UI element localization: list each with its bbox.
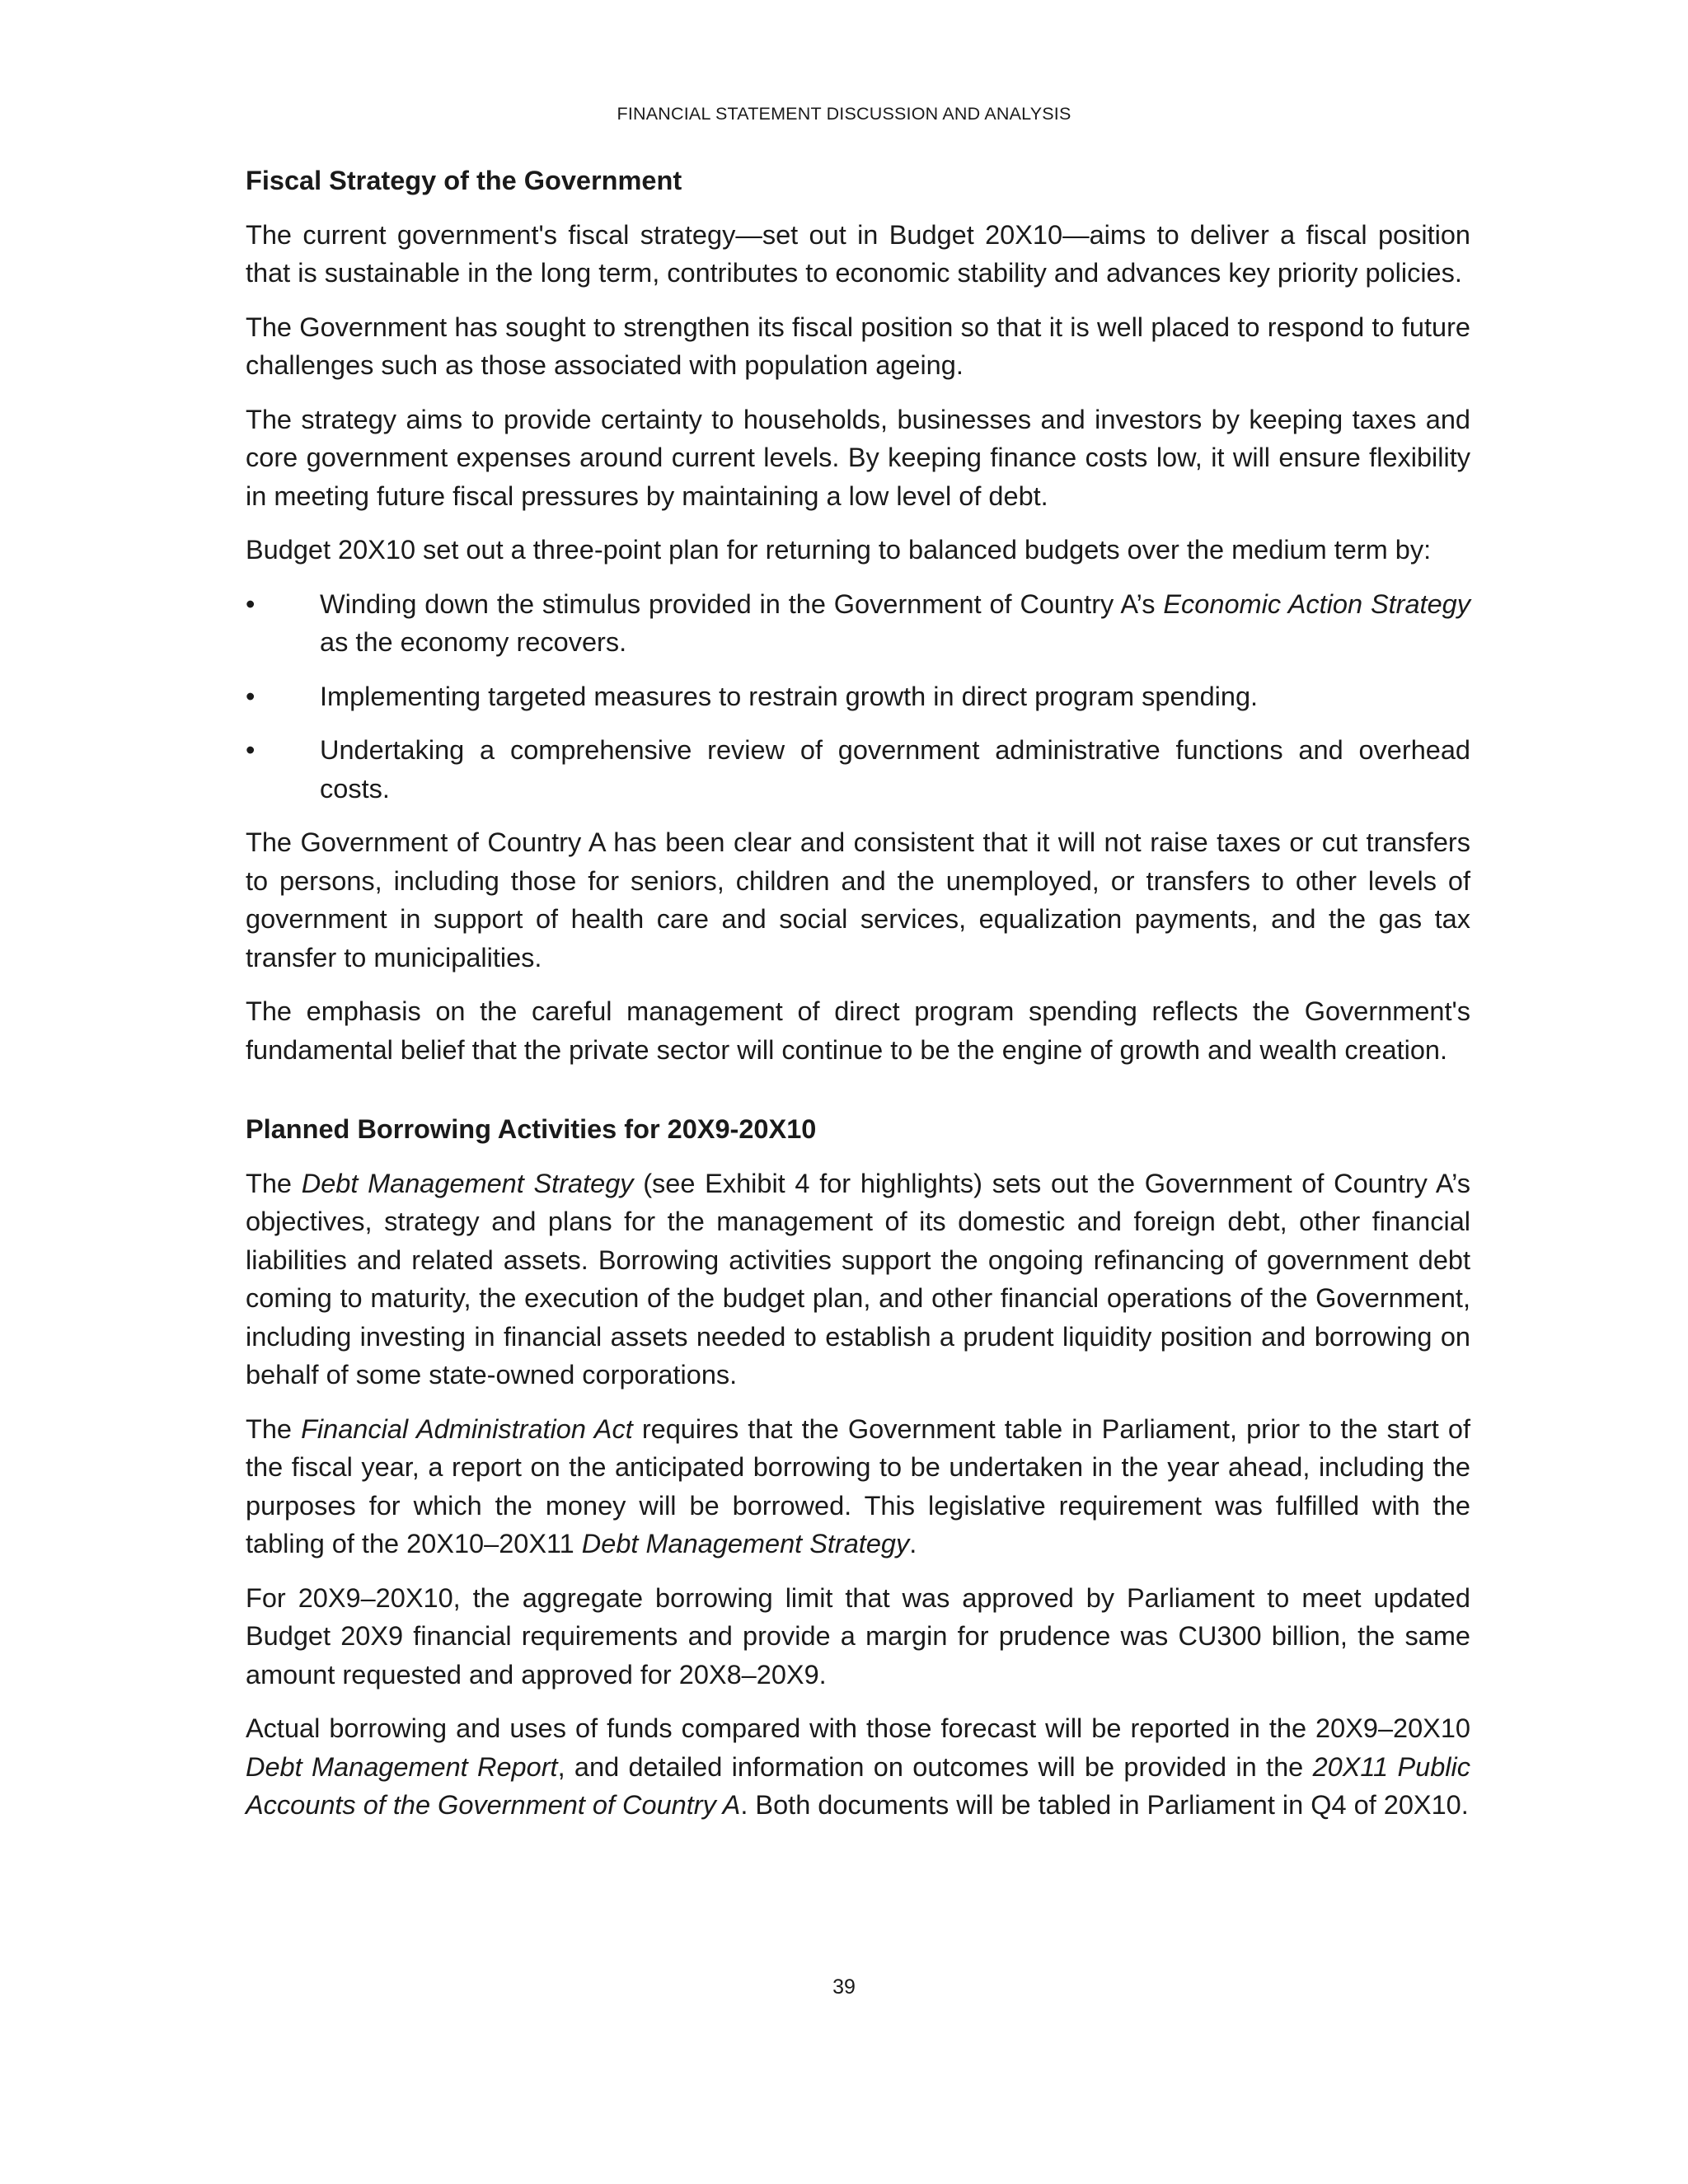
- bullet-icon: •: [246, 735, 256, 765]
- publication-title: Debt Management Report: [246, 1751, 558, 1782]
- paragraph-fiscal-strategy-2: The Government has sought to strengthen its fiscal position so that it is well placed to respond to future challenges such as those associated with population ageing.: [246, 312, 1470, 380]
- paragraph-fiscal-strategy-6: The emphasis on the careful management of direct program spending reflects the Government's fundamental belief that the private sector will continue to be the engine of growth and wealth creation.: [246, 996, 1470, 1065]
- paragraph-fiscal-strategy-5: The Government of Country A has been clear and consistent that it will not raise taxes or cut transfers to persons, including those for seniors, children and the unemployed, or transfers to other levels of government in support of health care and social services, equalization payments, and the gas tax transfer to municipalities.: [246, 827, 1470, 972]
- page-body: [246, 162, 1470, 1840]
- publication-title: 20X11 Public Accounts of the Government of Country A: [246, 1751, 1470, 1820]
- paragraph-borrowing-1: The Debt Management Strategy (see Exhibit 4 for highlights) sets out the Government of Country A’s objectives, strategy and plans for the management of its domestic and foreign debt, other financial liabilities and related assets. Borrowing activities support the ongoing refinancing of government debt coming to maturity, the execution of the budget plan, and other financial operations of the Government, including investing in financial assets needed to establish a prudent liquidity position and borrowing on behalf of some state-owned corporations.: [246, 1168, 1470, 1390]
- three-point-plan-list: [246, 585, 1470, 808]
- paragraph-fiscal-strategy-1: The current government's fiscal strategy—set out in Budget 20X10—aims to deliver a fiscal position that is sustainable in the long term, contributes to economic stability and advances key priority policies.: [246, 219, 1470, 288]
- list-item-text: Implementing targeted measures to restrain growth in direct program spending.: [320, 681, 1259, 711]
- section-heading-planned-borrowing: Planned Borrowing Activities for 20X9-20X10: [246, 1114, 817, 1144]
- bullet-icon: •: [246, 588, 256, 619]
- list-item: [246, 731, 1470, 808]
- list-item: [246, 677, 1470, 716]
- publication-title: Economic Action Strategy: [1163, 588, 1470, 619]
- publication-title: Financial Administration Act: [301, 1413, 633, 1444]
- section-heading-fiscal-strategy: Fiscal Strategy of the Government: [246, 166, 682, 195]
- running-header: FINANCIAL STATEMENT DISCUSSION AND ANALYSIS: [617, 104, 1071, 124]
- publication-title: Debt Management Strategy: [581, 1529, 910, 1558]
- paragraph-fiscal-strategy-4: Budget 20X10 set out a three-point plan for returning to balanced budgets over the medium term by:: [246, 535, 1432, 565]
- paragraph-borrowing-3: For 20X9–20X10, the aggregate borrowing limit that was approved by Parliament to meet updated Budget 20X9 financial requirements and provide a margin for prudence was CU300 billion, the same amount requested and approved for 20X8–20X9.: [246, 1582, 1470, 1690]
- publication-title: Debt Management Strategy: [301, 1168, 634, 1198]
- paragraph-fiscal-strategy-3: The strategy aims to provide certainty to households, businesses and investors by keeping taxes and core government expenses around current levels. By keeping finance costs low, it will ensure flexibility in meeting future fiscal pressures by maintaining a low level of debt.: [246, 404, 1470, 511]
- bullet-icon: •: [246, 681, 256, 711]
- paragraph-borrowing-4: Actual borrowing and uses of funds compared with those forecast will be reported in the 20X9–20X10 Debt Management Report, and detailed information on outcomes will be provided in the 20X11 Public Accounts of the Government of Country A. Both documents will be tabled in Parliament in Q4 of 20X10.: [246, 1713, 1470, 1820]
- list-item-text: Undertaking a comprehensive review of government administrative functions and overhead costs.: [320, 735, 1470, 804]
- paragraph-borrowing-2: The Financial Administration Act requires that the Government table in Parliament, prior to the start of the fiscal year, a report on the anticipated borrowing to be undertaken in the year ahead, including the purposes for which the money will be borrowed. This legislative requirement was fulfilled with the tabling of the 20X10–20X11 Debt Management Strategy.: [246, 1413, 1470, 1558]
- list-item-text: Winding down the stimulus provided in the Government of Country A’s Economic Action Strategy as the economy recovers.: [320, 588, 1470, 657]
- page-number: 39: [832, 1975, 856, 1999]
- list-item: [246, 585, 1470, 662]
